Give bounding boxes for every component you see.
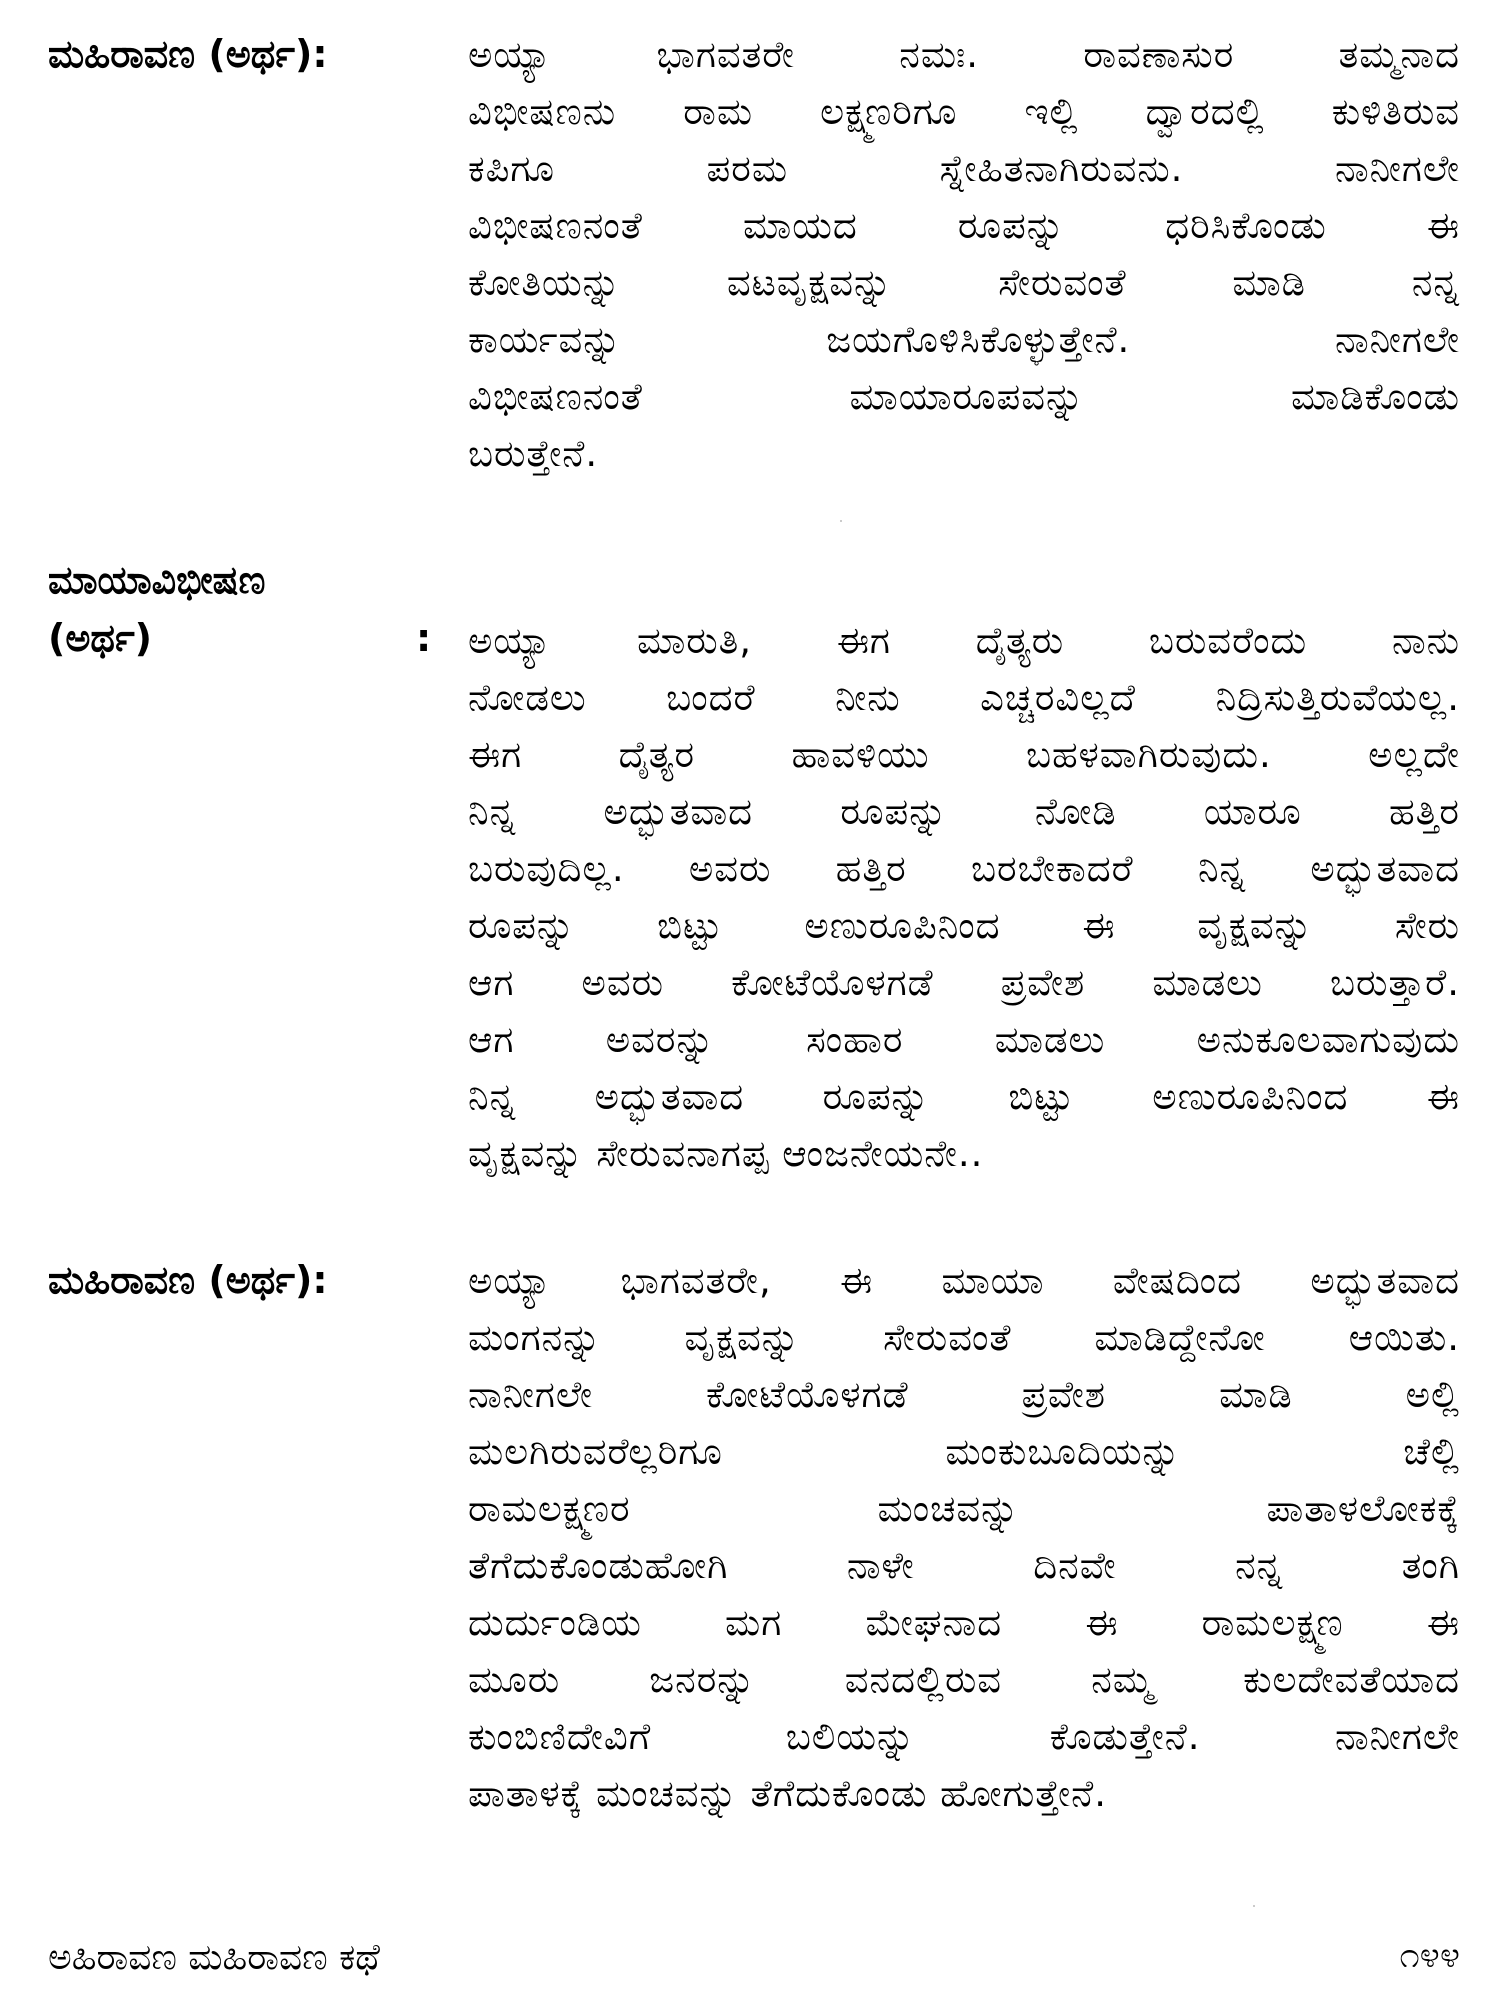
dialogue-line: ಮೂರು ಜನರನ್ನು ವನದಲ್ಲಿರುವ ನಮ್ಮ ಕುಲದೇವತೆಯಾದ xyxy=(468,1658,1460,1701)
dialogue-line: ಅಯ್ಯಾ ಮಾರುತಿ, ಈಗ ದೈತ್ಯರು ಬರುವರೆಂದು ನಾನು xyxy=(468,619,1460,662)
dialogue-line: ನಿನ್ನ ಅದ್ಭುತವಾದ ರೂಪನ್ನು ಬಿಟ್ಟು ಅಣುರೂಪಿನಿಂದ ಈ xyxy=(468,1075,1460,1118)
dialogue-line: ರೂಪನ್ನು ಬಿಟ್ಟು ಅಣುರೂಪಿನಿಂದ ಈ ವೃಕ್ಷವನ್ನು ಸೇರು xyxy=(468,904,1460,947)
dialogue-line: ಅಯ್ಯಾ ಭಾಗವತರೇ, ಈ ಮಾಯಾ ವೇಷದಿಂದ ಅದ್ಭುತವಾದ xyxy=(468,1259,1460,1302)
speaker-name: ಮಾಯಾವಿಭೀಷಣ xyxy=(48,558,266,602)
dialogue-line: ಅಯ್ಯಾ ಭಾಗವತರೇ ನಮಃ. ರಾವಣಾಸುರ ತಮ್ಮನಾದ xyxy=(468,33,1460,76)
speaker-name: ಮಹಿರಾವಣ (ಅರ್ಥ): xyxy=(48,32,328,76)
footer-book-title: ಅಹಿರಾವಣ ಮಹಿರಾವಣ ಕಥೆ xyxy=(48,1937,380,1978)
dialogue-block-1 xyxy=(468,26,1460,482)
dialogue-block-3 xyxy=(468,1252,1460,1822)
dialogue-line: ಮಲಗಿರುವರೆಲ್ಲರಿಗೂ ಮಂಕುಬೂದಿಯನ್ನು ಚೆಲ್ಲಿ xyxy=(468,1430,1460,1473)
dialogue-line: ನೋಡಲು ಬಂದರೆ ನೀನು ಎಚ್ಚರವಿಲ್ಲದೆ ನಿದ್ರಿಸುತ್ತಿರುವೆಯಲ್ಲ. xyxy=(468,676,1460,719)
dialogue-line: ಕುಂಬಿಣಿದೇವಿಗೆ ಬಲಿಯನ್ನು ಕೊಡುತ್ತೇನೆ. ನಾನೀಗಲೇ xyxy=(468,1715,1460,1758)
page-number: ೧೪೪ xyxy=(1399,1935,1460,1976)
scan-speck xyxy=(1253,1905,1255,1907)
scan-speck xyxy=(840,520,842,522)
dialogue-line: ಆಗ ಅವರು ಕೋಟೆಯೊಳಗಡೆ ಪ್ರವೇಶ ಮಾಡಲು ಬರುತ್ತಾರೆ. xyxy=(468,961,1460,1004)
dialogue-line: ಕಪಿಗೂ ಪರಮ ಸ್ನೇಹಿತನಾಗಿರುವನು. ನಾನೀಗಲೇ xyxy=(468,147,1460,190)
dialogue-line: ನಿನ್ನ ಅದ್ಭುತವಾದ ರೂಪನ್ನು ನೋಡಿ ಯಾರೂ ಹತ್ತಿರ xyxy=(468,790,1460,833)
dialogue-line: ತೆಗೆದುಕೊಂಡುಹೋಗಿ ನಾಳೇ ದಿನವೇ ನನ್ನ ತಂಗಿ xyxy=(468,1544,1460,1587)
speaker-role: (ಅರ್ಥ) xyxy=(48,616,153,660)
speaker-name: ಮಹಿರಾವಣ (ಅರ್ಥ): xyxy=(48,1258,328,1302)
dialogue-line: ವಿಭೀಷಣನಂತೆ ಮಾಯದ ರೂಪನ್ನು ಧರಿಸಿಕೊಂಡು ಈ xyxy=(468,204,1460,247)
dialogue-line: ಪಾತಾಳಕ್ಕೆ ಮಂಚವನ್ನು ತೆಗೆದುಕೊಂಡು ಹೋಗುತ್ತೇನೆ. xyxy=(468,1772,1107,1815)
dialogue-line: ಬರುವುದಿಲ್ಲ. ಅವರು ಹತ್ತಿರ ಬರಬೇಕಾದರೆ ನಿನ್ನ ಅದ್ಭುತವಾದ xyxy=(468,847,1460,890)
dialogue-line: ಬರುತ್ತೇನೆ. xyxy=(468,432,599,475)
dialogue-line: ವೃಕ್ಷವನ್ನು ಸೇರುವನಾಗಪ್ಪ ಆಂಜನೇಯನೇ.. xyxy=(468,1132,984,1175)
dialogue-line: ಮಂಗನನ್ನು ವೃಕ್ಷವನ್ನು ಸೇರುವಂತೆ ಮಾಡಿದ್ದೇನೋ ಆಯಿತು. xyxy=(468,1316,1460,1359)
speaker-colon: : xyxy=(416,616,432,660)
dialogue-line: ನಾನೀಗಲೇ ಕೋಟೆಯೊಳಗಡೆ ಪ್ರವೇಶ ಮಾಡಿ ಅಲ್ಲಿ xyxy=(468,1373,1460,1416)
dialogue-line: ಕಾರ್ಯವನ್ನು ಜಯಗೊಳಿಸಿಕೊಳ್ಳುತ್ತೇನೆ. ನಾನೀಗಲೇ xyxy=(468,318,1460,361)
dialogue-line: ದುರ್ದುಂಡಿಯ ಮಗ ಮೇಘನಾದ ಈ ರಾಮಲಕ್ಷ್ಮಣ ಈ xyxy=(468,1601,1460,1644)
dialogue-line: ಕೋತಿಯನ್ನು ವಟವೃಕ್ಷವನ್ನು ಸೇರುವಂತೆ ಮಾಡಿ ನನ್ನ xyxy=(468,261,1460,304)
dialogue-line: ವಿಭೀಷಣನಂತೆ ಮಾಯಾರೂಪವನ್ನು ಮಾಡಿಕೊಂಡು xyxy=(468,375,1460,418)
dialogue-line: ವಿಭೀಷಣನು ರಾಮ ಲಕ್ಷ್ಮಣರಿಗೂ ಇಲ್ಲಿ ದ್ವಾರದಲ್ಲಿ ಕುಳಿತಿರುವ xyxy=(468,90,1460,133)
dialogue-line: ಈಗ ದೈತ್ಯರ ಹಾವಳಿಯು ಬಹಳವಾಗಿರುವುದು. ಅಲ್ಲದೇ xyxy=(468,733,1460,776)
dialogue-line: ಆಗ ಅವರನ್ನು ಸಂಹಾರ ಮಾಡಲು ಅನುಕೂಲವಾಗುವುದು xyxy=(468,1018,1460,1061)
dialogue-line: ರಾಮಲಕ್ಷ್ಮಣರ ಮಂಚವನ್ನು ಪಾತಾಳಲೋಕಕ್ಕೆ xyxy=(468,1487,1460,1530)
dialogue-block-2 xyxy=(468,612,1460,1182)
